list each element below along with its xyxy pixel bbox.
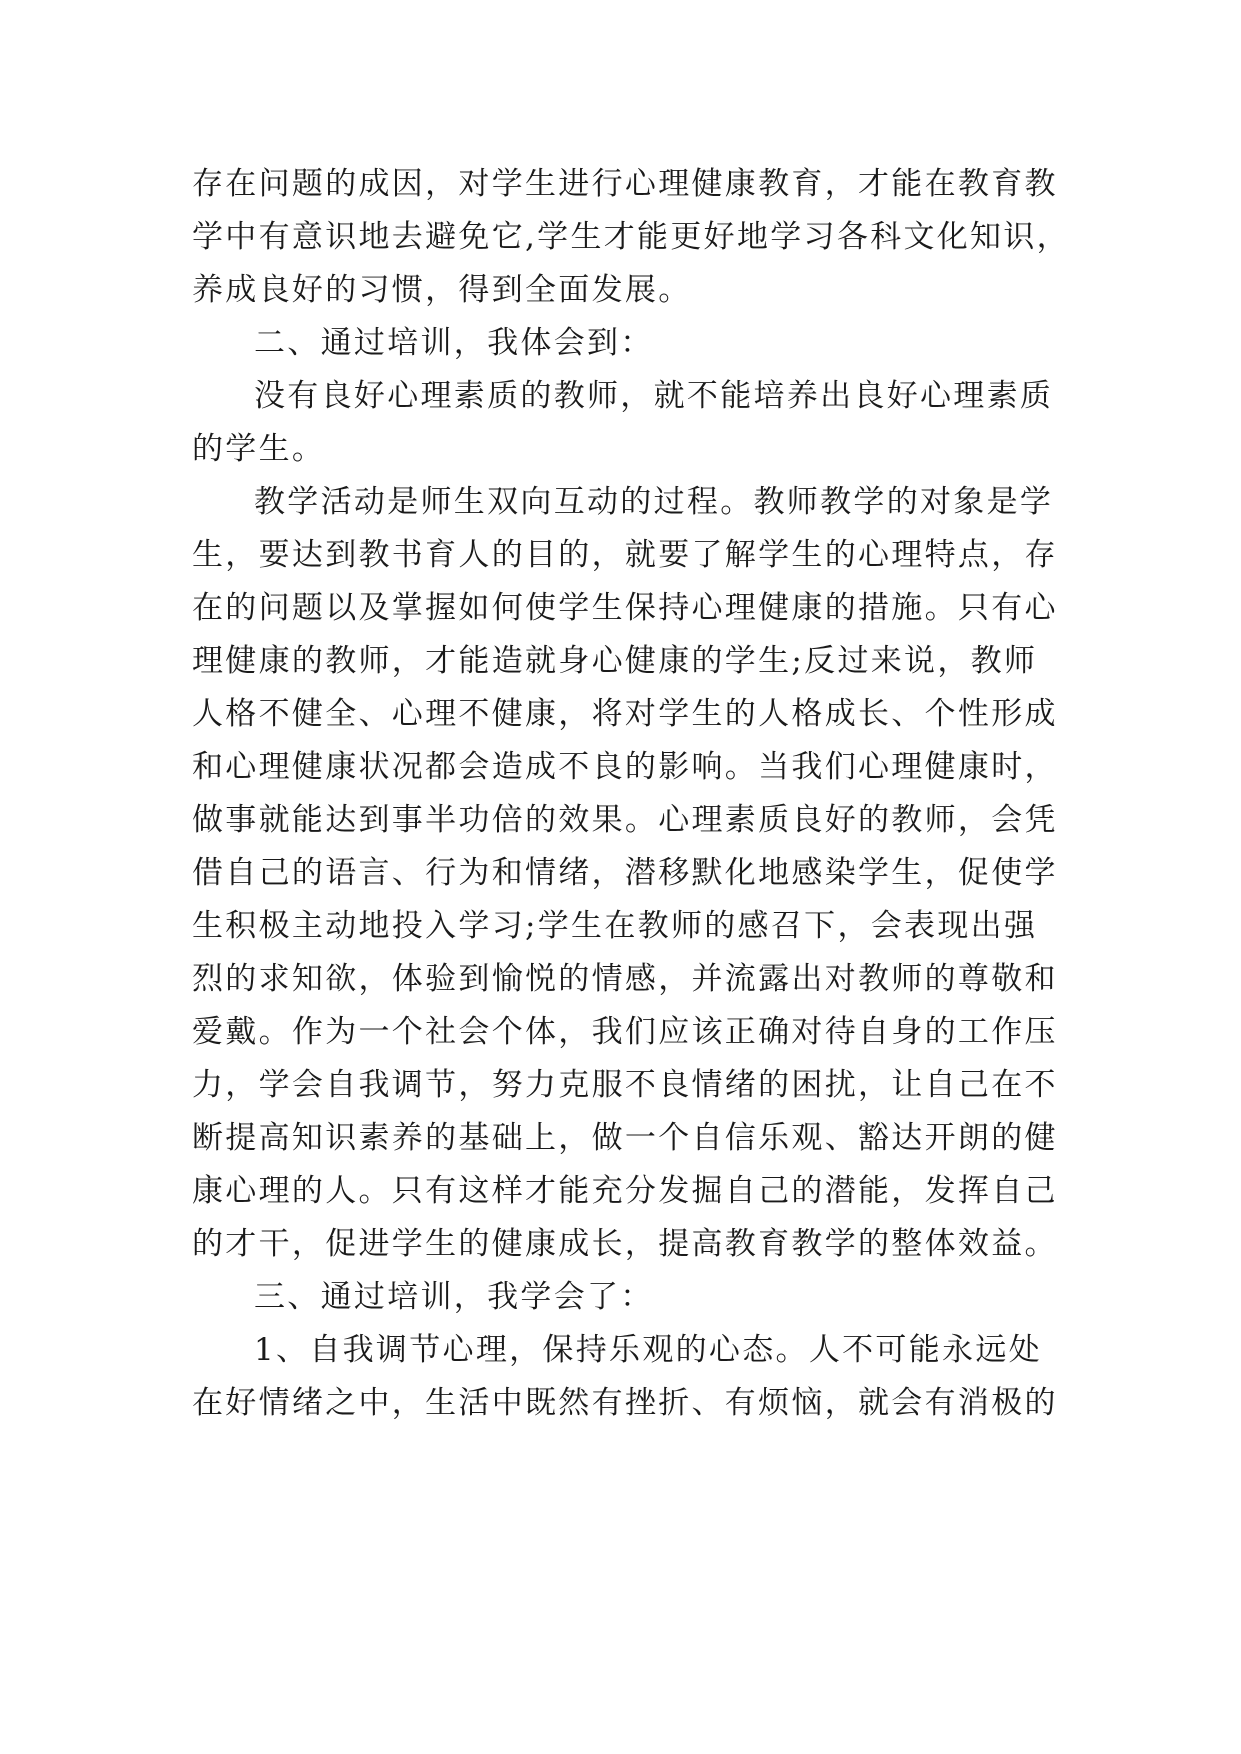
text-line: 在的问题以及掌握如何使学生保持心理健康的措施。只有心 bbox=[192, 590, 1058, 626]
text-line: 在好情绪之中，生活中既然有挫折、有烦恼，就会有消极的 bbox=[192, 1385, 1058, 1421]
text-line: 人格不健全、心理不健康，将对学生的人格成长、个性形成 bbox=[192, 696, 1058, 732]
text-line: 和心理健康状况都会造成不良的影响。当我们心理健康时， bbox=[192, 749, 1058, 785]
text-line: 1、自我调节心理，保持乐观的心态。人不可能永远处 bbox=[254, 1332, 1042, 1368]
text-line: 烈的求知欲，体验到愉悦的情感，并流露出对教师的尊敬和 bbox=[192, 961, 1058, 997]
text-line: 生，要达到教书育人的目的，就要了解学生的心理特点，存 bbox=[192, 537, 1058, 573]
text-line: 断提高知识素养的基础上，做一个自信乐观、豁达开朗的健 bbox=[192, 1120, 1058, 1156]
text-line: 二、通过培训，我体会到： bbox=[254, 325, 654, 361]
text-line: 没有良好心理素质的教师，就不能培养出良好心理素质 bbox=[254, 378, 1054, 414]
text-line: 的学生。 bbox=[192, 431, 326, 467]
text-line: 做事就能达到事半功倍的效果。心理素质良好的教师，会凭 bbox=[192, 802, 1058, 838]
text-line: 教学活动是师生双向互动的过程。教师教学的对象是学 bbox=[254, 484, 1054, 520]
text-line: 养成良好的习惯，得到全面发展。 bbox=[192, 272, 692, 308]
text-line: 的才干，促进学生的健康成长，提高教育教学的整体效益。 bbox=[192, 1226, 1058, 1262]
text-line: 康心理的人。只有这样才能充分发掘自己的潜能，发挥自己 bbox=[192, 1173, 1058, 1209]
text-line: 学中有意识地去避免它,学生才能更好地学习各科文化知识， bbox=[192, 219, 1070, 255]
text-line: 理健康的教师，才能造就身心健康的学生;反过来说，教师 bbox=[192, 643, 1038, 679]
text-line: 借自己的语言、行为和情绪，潜移默化地感染学生，促使学 bbox=[192, 855, 1058, 891]
text-line: 力，学会自我调节，努力克服不良情绪的困扰，让自己在不 bbox=[192, 1067, 1058, 1103]
text-line: 存在问题的成因，对学生进行心理健康教育，才能在教育教 bbox=[192, 166, 1058, 202]
text-line: 三、通过培训，我学会了： bbox=[254, 1279, 654, 1315]
text-line: 爱戴。作为一个社会个体，我们应该正确对待自身的工作压 bbox=[192, 1014, 1058, 1050]
document-body bbox=[192, 158, 1092, 1430]
text-line: 生积极主动地投入学习;学生在教师的感召下，会表现出强 bbox=[192, 908, 1038, 944]
